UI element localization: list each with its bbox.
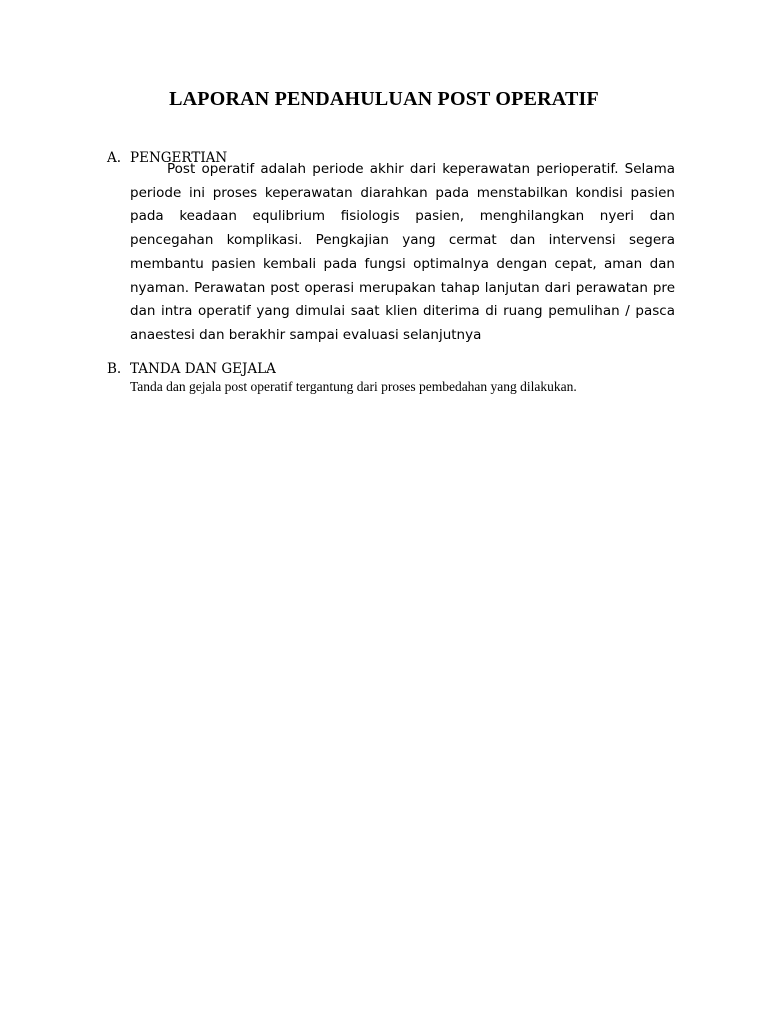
section-letter: A. [107,150,122,166]
section-letter: B. [107,361,122,377]
section-pengertian [107,150,675,348]
section-heading [107,361,675,378]
section-tanda-dan-gejala [107,361,675,395]
section-paragraph: Tanda dan gejala post operatif tergantung dari proses pembedahan yang dilakukan. [130,379,577,394]
document-title: LAPORAN PENDAHULUAN POST OPERATIF [169,88,599,110]
section-paragraph: Post operatif adalah periode akhir dari keperawatan perioperatif. Selama periode ini proses keperawatan diarahkan pada menstabilkan kondisi pasien pada keadaan equlibrium fisiologis pasien, menghilangkan nyeri dan pencegahan komplikasi. Pengkajian yang cermat dan intervensi segera membantu pasien kembali pada fungsi optimalnya dengan cepat, aman dan nyaman. Perawatan post operasi merupakan tahap lanjutan dari perawatan pre dan intra operatif yang dimulai saat klien diterima di ruang pemulihan / pasca anaestesi dan berakhir sampai evaluasi selanjutnya [130,161,675,343]
section-title: TANDA DAN GEJALA [130,361,276,377]
section-title: PENGERTIAN [130,150,228,166]
